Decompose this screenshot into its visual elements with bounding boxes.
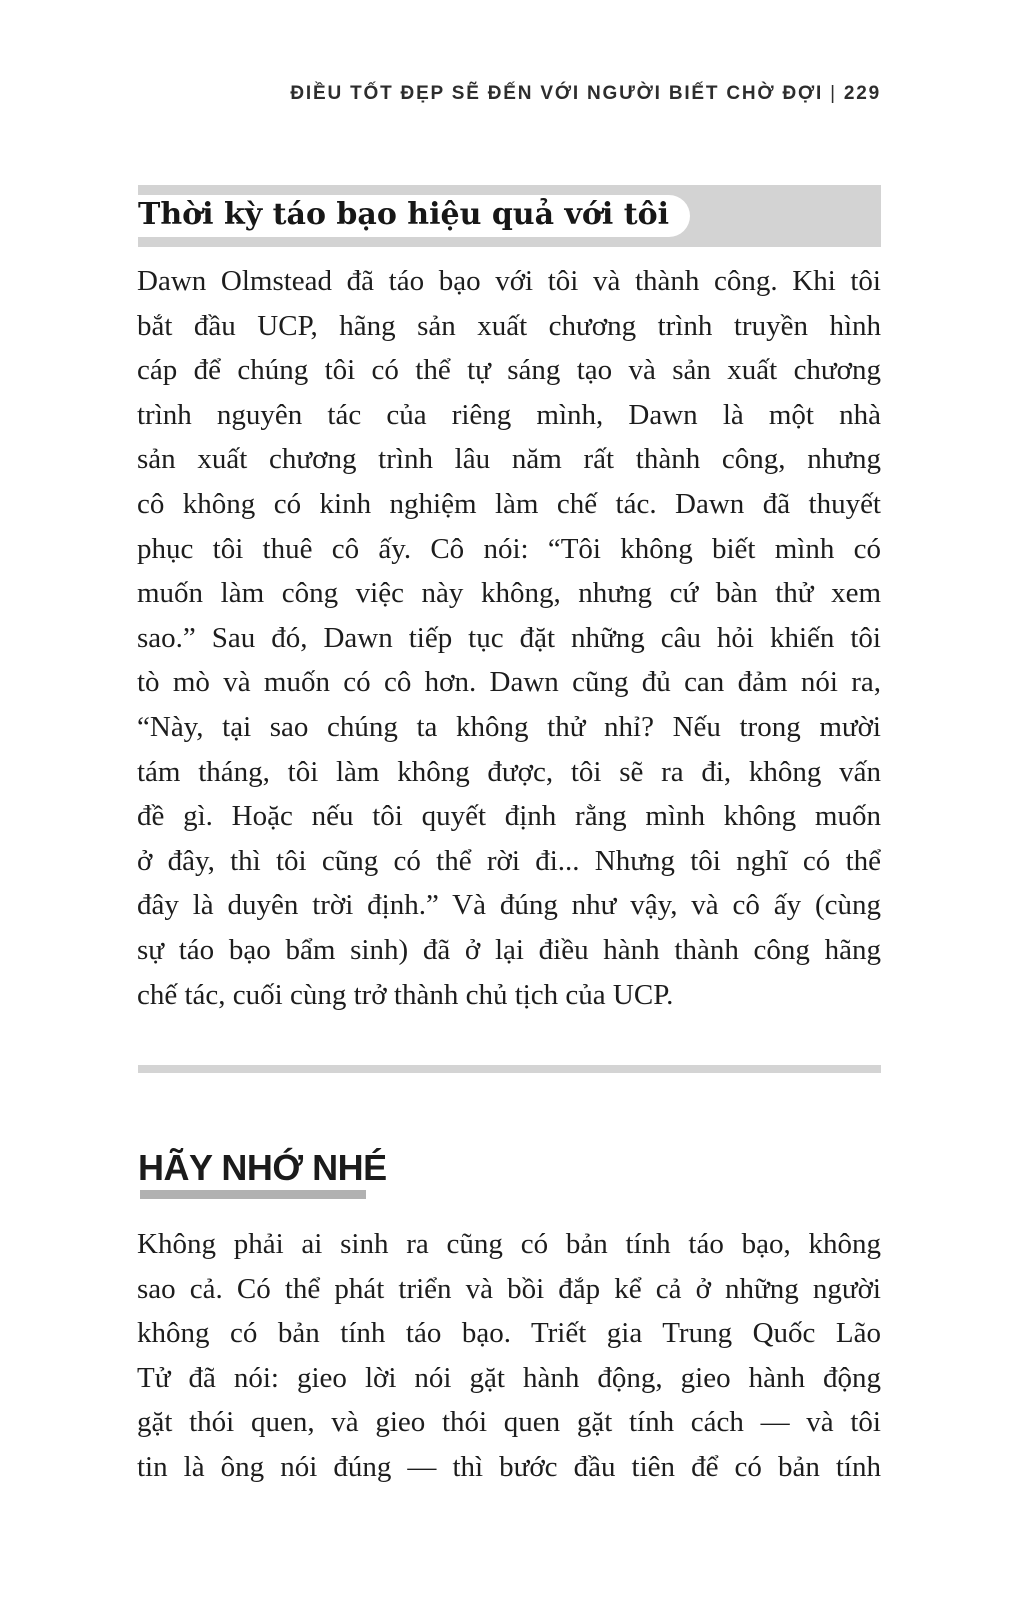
remember-heading-underline: [140, 1190, 366, 1199]
running-head-separator: |: [830, 83, 837, 104]
text-line: chế tác, cuối cùng trở thành chủ tịch của UCP.: [137, 978, 674, 1011]
text-line: đề gì. Hoặc nếu tôi quyết định rằng mình không muốn: [137, 800, 881, 833]
page-number: 229: [843, 83, 881, 104]
text-line: sản xuất chương trình lâu năm rất thành công, nhưng: [137, 443, 881, 476]
text-line: ở đây, thì tôi cũng có thể rời đi... Nhưng tôi nghĩ có thể: [137, 844, 881, 877]
text-line: tò mò và muốn có cô hơn. Dawn cũng đủ can đảm nói ra,: [137, 666, 881, 699]
text-line: “Này, tại sao chúng ta không thử nhỉ? Nếu trong mười: [137, 710, 881, 743]
story-paragraph: [137, 259, 881, 1017]
text-line: gặt thói quen, và gieo thói quen gặt tính cách — và tôi: [137, 1406, 881, 1439]
text-line: sao cả. Có thể phát triển và bồi đắp kể cả ở những người: [137, 1272, 881, 1305]
running-head-title: ĐIỀU TỐT ĐẸP SẼ ĐẾN VỚI NGƯỜI BIẾT CHỜ ĐỢI: [290, 83, 824, 104]
section-divider: [138, 1065, 881, 1073]
text-line: không có bản tính táo bạo. Triết gia Trung Quốc Lão: [137, 1317, 881, 1350]
text-line: tin là ông nói đúng — thì bước đầu tiên để có bản tính: [137, 1450, 881, 1483]
text-line: cáp để chúng tôi có thể tự sáng tạo và sản xuất chương: [137, 354, 881, 387]
text-line: bắt đầu UCP, hãng sản xuất chương trình truyền hình: [137, 309, 881, 342]
section-title: Thời kỳ táo bạo hiệu quả với tôi: [138, 197, 670, 232]
text-line: muốn làm công việc này không, nhưng cứ bàn thử xem: [137, 577, 881, 610]
text-line: sao.” Sau đó, Dawn tiếp tục đặt những câu hỏi khiến tôi: [137, 621, 881, 654]
text-line: đây là duyên trời định.” Và đúng như vậy, và cô ấy (cùng: [137, 889, 881, 922]
text-line: Không phải ai sinh ra cũng có bản tính táo bạo, không: [137, 1228, 881, 1260]
text-line: phục tôi thuê cô ấy. Cô nói: “Tôi không biết mình có: [137, 532, 881, 565]
text-line: tám tháng, tôi làm không được, tôi sẽ ra đi, không vấn: [137, 755, 881, 788]
running-head: [137, 83, 881, 105]
remember-paragraph: [137, 1222, 881, 1490]
section-title-band: [138, 185, 881, 247]
text-line: sự táo bạo bẩm sinh) đã ở lại điều hành thành công hãng: [137, 933, 881, 966]
text-line: trình nguyên tác của riêng mình, Dawn là một nhà: [137, 398, 881, 431]
text-line: Dawn Olmstead đã táo bạo với tôi và thành công. Khi tôi: [137, 265, 881, 297]
text-line: cô không có kinh nghiệm làm chế tác. Dawn đã thuyết: [137, 487, 881, 520]
text-line: Tử đã nói: gieo lời nói gặt hành động, gieo hành động: [137, 1361, 881, 1394]
remember-heading: HÃY NHỚ NHÉ: [138, 1147, 387, 1188]
